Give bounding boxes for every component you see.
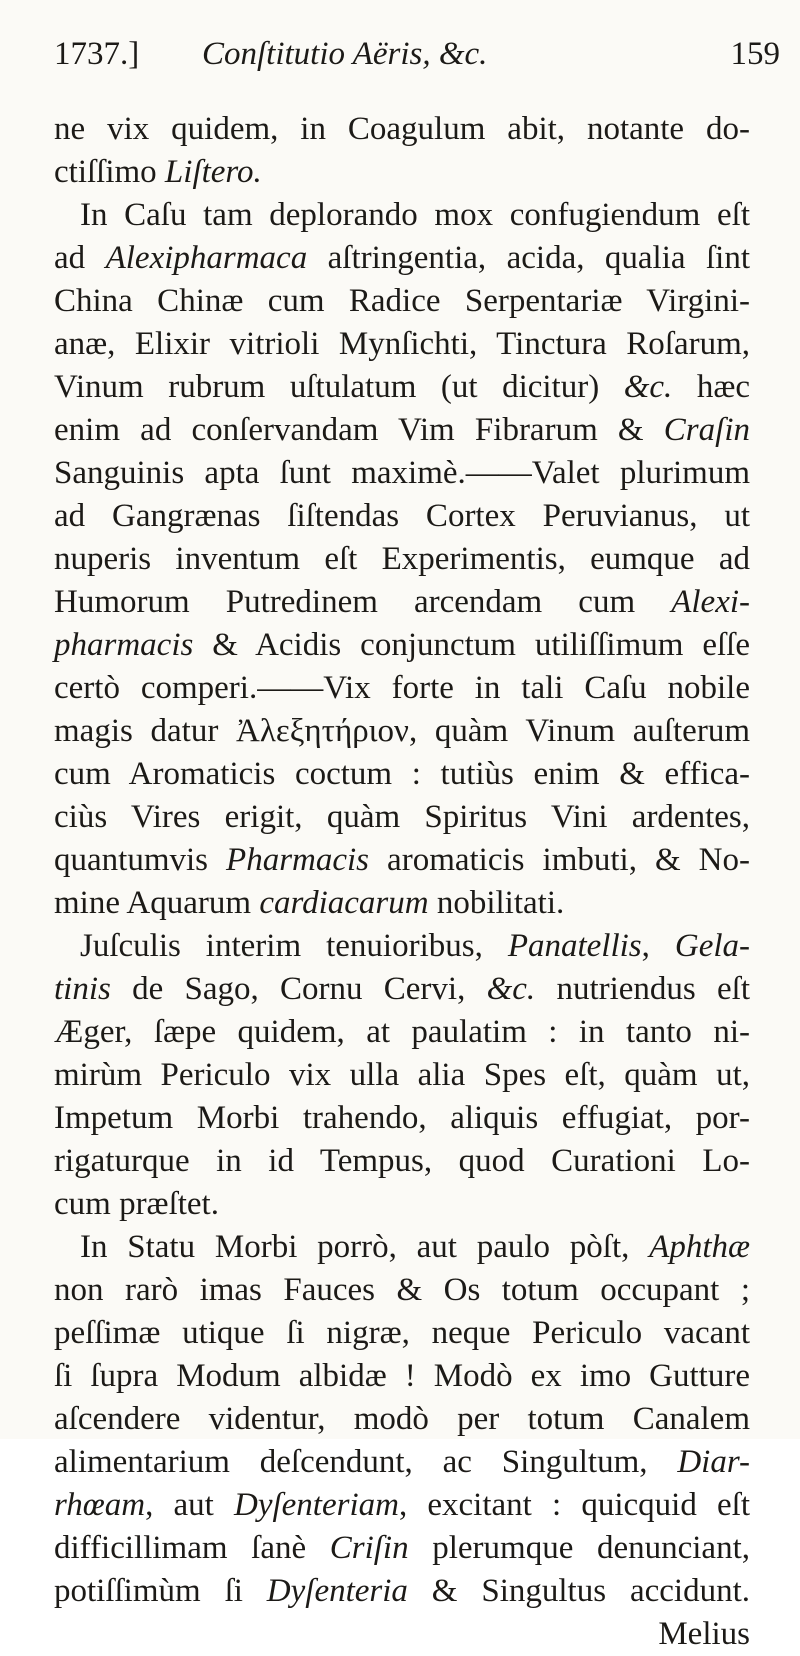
page-number: 159	[730, 36, 780, 72]
text-segment: In Statu Morbi porrò, aut paulo pòſt,	[80, 1229, 650, 1265]
text-segment: ctiſſimo	[54, 154, 165, 190]
italic-segment: cardiacarum	[259, 885, 429, 921]
text-line	[54, 710, 750, 753]
text-line	[54, 280, 750, 323]
italic-segment: Dyſenteriam	[234, 1487, 399, 1523]
italic-segment: Panatellis	[507, 928, 642, 964]
text-segment: Vinum rubrum uſtulatum (ut dicitur)	[54, 369, 624, 405]
text-segment: potiſſimùm ſi	[54, 1573, 267, 1609]
text-line	[54, 925, 750, 968]
text-line	[54, 581, 750, 624]
italic-segment: pharmacis	[54, 627, 194, 663]
text-line	[54, 1441, 750, 1484]
text-line	[54, 968, 750, 1011]
italic-segment: Diar-	[677, 1444, 750, 1480]
text-line	[54, 452, 750, 495]
italic-segment: tinis	[54, 971, 111, 1007]
italic-segment: &c.	[623, 369, 673, 405]
text-segment: Sanguinis apta ſunt maximè.——Valet plurimum	[54, 455, 750, 491]
text-line	[54, 237, 750, 280]
text-segment: aromaticis imbuti, & No-	[369, 842, 751, 878]
italic-segment: Alexipharmaca	[105, 240, 308, 276]
text-segment: non rarò imas Fauces & Os totum occupant ;	[54, 1272, 750, 1308]
text-line	[54, 538, 750, 581]
text-segment: Impetum Morbi trahendo, aliquis effugiat, por-	[54, 1100, 750, 1136]
text-line	[54, 495, 750, 538]
text-segment: Æger, ſæpe quidem, at paulatim : in tanto ni-	[54, 1014, 750, 1050]
text-segment: ne vix quidem, in Coagulum abit, notante do-	[54, 111, 750, 147]
text-segment: nutriendus eſt	[535, 971, 750, 1007]
text-segment: & Singultus accidunt.	[407, 1573, 750, 1609]
page-body-text	[54, 108, 750, 1656]
text-line	[54, 839, 750, 882]
text-line	[54, 1355, 750, 1398]
text-segment: rigaturque in id Tempus, quod Curationi Lo-	[54, 1143, 750, 1179]
text-segment: nuperis inventum eſt Experimentis, eumque ad	[54, 541, 750, 577]
text-line	[54, 1398, 750, 1441]
text-line	[54, 1054, 750, 1097]
text-segment: , excitant : quicquid eſt	[398, 1487, 750, 1523]
text-segment: ad Gangrænas ſiſtendas Cortex Peruvianus, ut	[54, 498, 750, 534]
text-segment: nobilitati.	[428, 885, 565, 921]
header-year: 1737.]	[54, 36, 140, 72]
italic-segment: Criſin	[329, 1530, 409, 1566]
text-line	[54, 1484, 750, 1527]
text-segment: cum Aromaticis coctum : tutiùs enim & effica-	[54, 756, 750, 792]
text-segment: aſcendere videntur, modò per totum Canalem	[54, 1401, 750, 1437]
italic-segment: Gela-	[674, 928, 751, 964]
text-segment: Juſculis interim tenuioribus,	[80, 928, 508, 964]
text-line	[54, 1011, 750, 1054]
text-segment: enim ad conſervandam Vim Fibrarum &	[54, 412, 664, 448]
text-segment: cum præſtet.	[54, 1186, 219, 1222]
text-segment: certò comperi.——Vix forte in tali Caſu nobile	[54, 670, 750, 706]
text-segment: alimentarium deſcendunt, ac Singultum,	[54, 1444, 678, 1480]
text-segment: difficillimam ſanè	[54, 1530, 330, 1566]
text-segment: peſſimæ utique ſi nigræ, neque Periculo vacant	[54, 1315, 750, 1351]
text-segment: ,	[641, 928, 675, 964]
text-segment: Melius	[658, 1616, 750, 1652]
italic-segment: Aphthæ	[649, 1229, 750, 1265]
text-segment: ſi ſupra Modum albidæ ! Modò ex imo Gutture	[54, 1358, 750, 1394]
text-line	[54, 1613, 750, 1656]
text-segment: , aut	[145, 1487, 235, 1523]
text-segment: Humorum Putredinem arcendam cum	[54, 584, 672, 620]
text-line	[54, 194, 750, 237]
text-line	[54, 1269, 750, 1312]
running-header	[54, 14, 780, 94]
text-line	[54, 1097, 750, 1140]
text-line	[54, 624, 750, 667]
text-segment: ad	[54, 240, 106, 276]
text-segment: & Acidis conjunctum utiliſſimum eſſe	[193, 627, 750, 663]
italic-segment: Dyſenteria	[266, 1573, 408, 1609]
italic-segment: &c.	[486, 971, 536, 1007]
text-segment: plerumque denunciant,	[408, 1530, 750, 1566]
text-line	[54, 151, 750, 194]
text-line	[54, 882, 750, 925]
text-line	[54, 366, 750, 409]
text-line	[54, 796, 750, 839]
italic-segment: Pharmacis	[226, 842, 370, 878]
italic-segment: Alexi-	[671, 584, 750, 620]
text-segment: quantumvis	[54, 842, 227, 878]
text-segment: anæ, Elixir vitrioli Mynſichti, Tinctura Roſarum,	[54, 326, 750, 362]
text-line	[54, 1527, 750, 1570]
text-segment: mine Aquarum	[54, 885, 260, 921]
text-line	[54, 1226, 750, 1269]
text-line	[54, 1183, 750, 1226]
text-line	[54, 753, 750, 796]
italic-segment: Liſtero.	[164, 154, 262, 190]
text-segment: ciùs Vires erigit, quàm Spiritus Vini ardentes,	[54, 799, 750, 835]
text-segment: aſtringentia, acida, qualia ſint	[307, 240, 750, 276]
text-segment: hæc	[672, 369, 750, 405]
italic-segment: Craſin	[663, 412, 750, 448]
text-line	[54, 409, 750, 452]
text-line	[54, 108, 750, 151]
text-line	[54, 323, 750, 366]
text-line	[54, 1570, 750, 1613]
italic-segment: rhœam	[54, 1487, 146, 1523]
text-line	[54, 1312, 750, 1355]
text-segment: In Caſu tam deplorando mox confugiendum eſt	[80, 197, 750, 233]
header-title: Conſtitutio Aëris, &c.	[202, 36, 488, 72]
text-segment: mirùm Periculo vix ulla alia Spes eſt, quàm ut,	[54, 1057, 750, 1093]
text-line	[54, 667, 750, 710]
text-line	[54, 1140, 750, 1183]
text-segment: magis datur Ἀλεξητήριον, quàm Vinum auſterum	[54, 713, 750, 749]
text-segment: de Sago, Cornu Cervi,	[110, 971, 487, 1007]
text-segment: China Chinæ cum Radice Serpentariæ Virgini-	[54, 283, 750, 319]
